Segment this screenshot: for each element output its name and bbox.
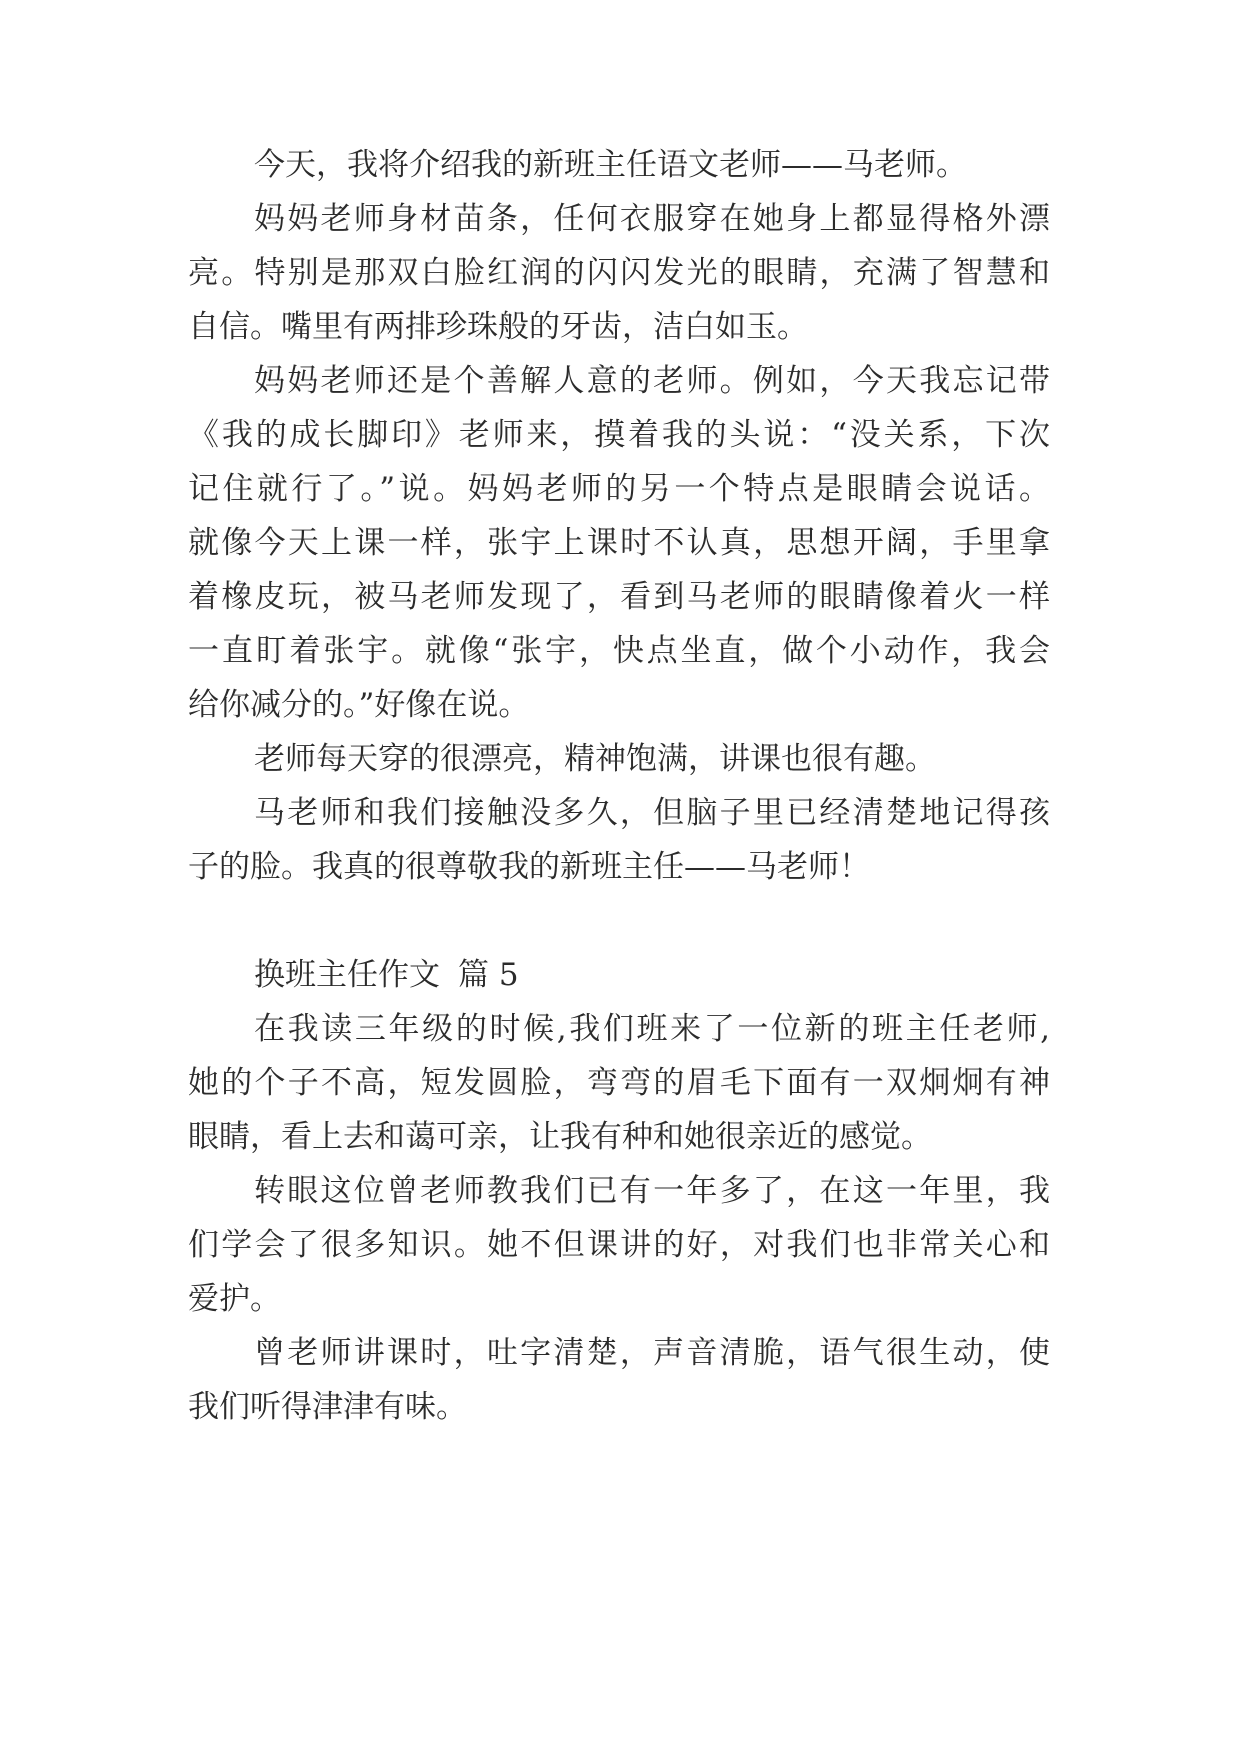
paragraph-line: 妈妈老师还是个善解人意的老师。例如，今天我忘记带 xyxy=(254,363,1050,399)
paragraph-line: 眼睛，看上去和蔼可亲，让我有种和她很亲近的感觉。 xyxy=(188,1119,932,1155)
paragraph-line: 爱护。 xyxy=(188,1281,281,1317)
paragraph-line: 就像今天上课一样，张宇上课时不认真，思想开阔，手里拿 xyxy=(188,525,1050,561)
paragraph-line: 一直盯着张宇。就像“张宇，快点坐直，做个小动作，我会 xyxy=(188,633,1050,669)
paragraph-line: 们学会了很多知识。她不但课讲的好，对我们也非常关心和 xyxy=(188,1227,1050,1263)
paragraph-line: 老师每天穿的很漂亮，精神饱满，讲课也很有趣。 xyxy=(254,741,936,777)
paragraph-line: 记住就行了。”说。妈妈老师的另一个特点是眼睛会说话。 xyxy=(188,471,1050,507)
paragraph-line: 转眼这位曾老师教我们已有一年多了，在这一年里，我 xyxy=(254,1173,1050,1209)
paragraph-line: 着橡皮玩，被马老师发现了，看到马老师的眼睛像着火一样 xyxy=(188,579,1050,615)
paragraph-line: 亮。特别是那双白脸红润的闪闪发光的眼睛，充满了智慧和 xyxy=(188,255,1050,291)
paragraph-line: 自信。嘴里有两排珍珠般的牙齿，洁白如玉。 xyxy=(188,309,808,345)
heading-label: 篇 5 xyxy=(458,957,519,993)
paragraph-line: 马老师和我们接触没多久，但脑子里已经清楚地记得孩 xyxy=(254,795,1050,831)
paragraph-line: 我们听得津津有味。 xyxy=(188,1389,467,1425)
paragraph-line: 她的个子不高，短发圆脸，弯弯的眉毛下面有一双炯炯有神 xyxy=(188,1065,1050,1101)
heading-title: 换班主任作文 xyxy=(254,957,440,993)
paragraph-line: 妈妈老师身材苗条，任何衣服穿在她身上都显得格外漂 xyxy=(254,201,1050,237)
paragraph-line: 《我的成长脚印》老师来，摸着我的头说：“没关系，下次 xyxy=(188,417,1050,453)
paragraph-line: 给你减分的。”好像在说。 xyxy=(188,687,530,723)
paragraph-line: 子的脸。我真的很尊敬我的新班主任——马老师！ xyxy=(188,849,870,885)
paragraph-line: 在我读三年级的时候,我们班来了一位新的班主任老师, xyxy=(254,1011,1050,1047)
paragraph-line: 曾老师讲课时，吐字清楚，声音清脆，语气很生动，使 xyxy=(254,1335,1050,1371)
paragraph-line: 今天，我将介绍我的新班主任语文老师——马老师。 xyxy=(254,147,967,183)
section-heading xyxy=(254,945,519,1005)
